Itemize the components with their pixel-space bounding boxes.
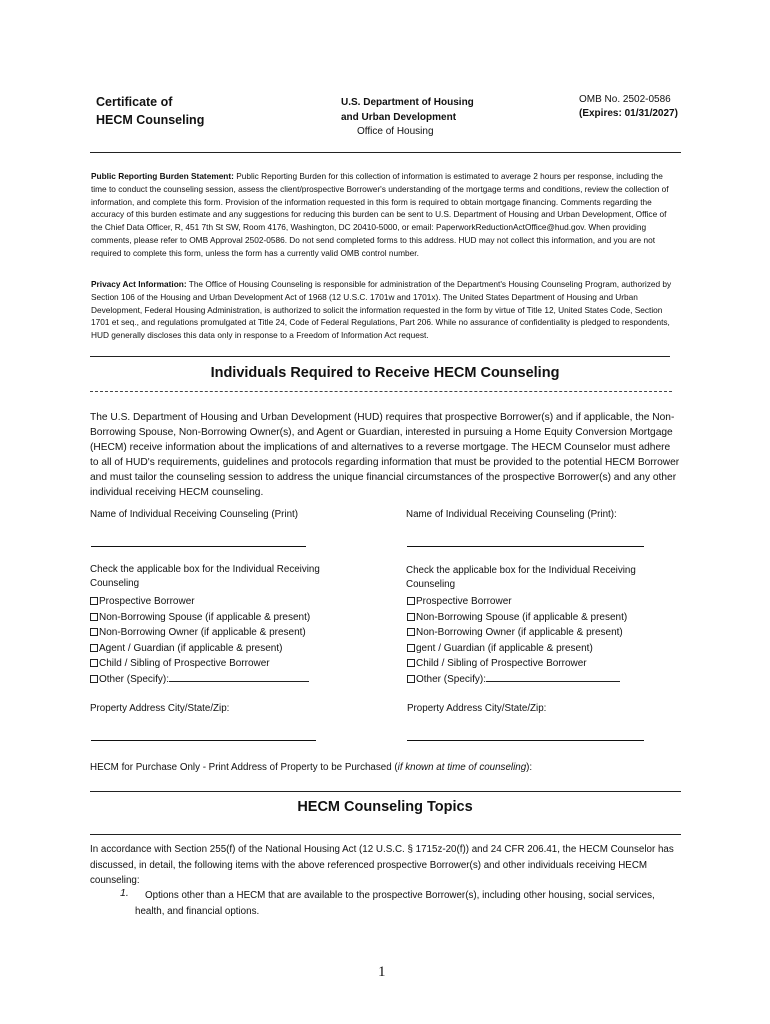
purchase-label-text: HECM for Purchase Only - Print Address of Property to be Purchased (	[90, 762, 398, 773]
left-option-other[interactable]	[90, 672, 310, 688]
office-line: Office of Housing	[357, 126, 434, 137]
checkbox[interactable]	[90, 644, 98, 652]
option-label: Prospective Borrower	[99, 596, 195, 607]
option-label: Other (Specify):	[416, 673, 487, 685]
checkbox[interactable]	[90, 597, 98, 605]
privacy-statement	[91, 278, 678, 342]
omb-number: OMB No. 2502-0586	[579, 94, 671, 105]
option-label: Prospective Borrower	[416, 596, 512, 607]
topic-text-line1: Options other than a HECM that are available to the prospective Borrower(s), including other housing, social services,	[145, 890, 655, 901]
left-check-label: Check the applicable box for the Individual Receiving Counseling	[90, 564, 320, 589]
department-line2: and Urban Development	[341, 111, 457, 123]
right-option-child-sibling[interactable]	[407, 656, 627, 672]
topic-number: 1.	[120, 887, 129, 899]
option-label: Non-Borrowing Spouse (if applicable & present)	[416, 611, 628, 623]
checkbox[interactable]	[407, 613, 415, 621]
other-specify-field[interactable]	[169, 672, 309, 682]
left-option-agent-guardian[interactable]	[90, 641, 310, 657]
left-option-prospective-borrower[interactable]	[90, 594, 310, 610]
right-option-other[interactable]	[407, 672, 627, 688]
left-option-child-sibling[interactable]	[90, 656, 310, 672]
purchase-address-label	[90, 762, 532, 773]
section-heading-topics: HECM Counseling Topics	[297, 799, 473, 815]
page-number: 1	[378, 964, 386, 980]
other-specify-field[interactable]	[486, 672, 620, 682]
topic-text-line2: health, and financial options.	[135, 905, 260, 917]
certificate-title-line2: HECM Counseling	[96, 113, 205, 127]
checkbox[interactable]	[407, 628, 415, 636]
right-option-non-borrowing-owner[interactable]	[407, 625, 627, 641]
right-option-non-borrowing-spouse[interactable]	[407, 610, 627, 626]
option-label: Agent / Guardian (if applicable & present)	[99, 642, 283, 654]
heading-underline	[90, 391, 672, 394]
purchase-label-end: ):	[526, 762, 533, 773]
section-heading-individuals: Individuals Required to Receive HECM Counseling	[210, 365, 560, 381]
burden-label: Public Reporting Burden Statement:	[91, 171, 234, 181]
right-option-agent-guardian[interactable]	[407, 641, 627, 657]
checkbox[interactable]	[90, 628, 98, 636]
option-label: Non-Borrowing Owner (if applicable & present)	[99, 627, 306, 638]
checkbox[interactable]	[90, 659, 98, 667]
right-checklist	[407, 594, 627, 687]
option-label: gent / Guardian (if applicable & present)	[416, 642, 593, 654]
option-label: Other (Specify):	[99, 673, 170, 685]
left-name-field[interactable]	[91, 546, 306, 547]
privacy-text: The Office of Housing Counseling is responsible for administration of the Department's Housing Counseling Program, authorized by Section 106 of the Housing and Urban Development Act of 1968 (12 U.S.C. 1701w and 1701x). The United States Department of Housing and Urban Development, Federal Housing Administration, is authorized to solicit the information requested in the form by virtue of Title 12, United States Code, Section 1701 et seq., and regulations promulgated at Title 24, Code of Federal Regulations, Part 206. While no assurance of confidentiality is pledged to respondents, HUD generally discloses this data only in response to a Freedom of Information Act request.	[91, 279, 672, 341]
topics-intro: In accordance with Section 255(f) of the National Housing Act (12 U.S.C. § 1715z-20(f)) and 24 CFR 206.41, the HECM Counselor has discussed, in detail, the following items with the above referenced prospective Borrower(s) and other individuals receiving HECM counseling:	[90, 844, 674, 886]
right-address-field[interactable]	[407, 740, 644, 741]
left-address-label: Property Address City/State/Zip:	[90, 703, 230, 714]
option-label: Non-Borrowing Owner (if applicable & present)	[416, 627, 623, 638]
certificate-title-line1: Certificate of	[96, 95, 173, 109]
purchase-label-italic: if known at time of counseling	[397, 762, 527, 773]
right-check-label: Check the applicable box for the Individual Receiving Counseling	[406, 565, 636, 590]
privacy-label: Privacy Act Information:	[91, 279, 187, 289]
left-option-non-borrowing-spouse[interactable]	[90, 610, 310, 626]
left-name-label: Name of Individual Receiving Counseling (Print)	[90, 509, 299, 520]
privacy-divider	[90, 356, 670, 357]
checkbox[interactable]	[407, 659, 415, 667]
checkbox[interactable]	[407, 644, 415, 652]
left-option-non-borrowing-owner[interactable]	[90, 625, 310, 641]
right-name-label: Name of Individual Receiving Counseling (Print):	[406, 509, 617, 520]
header-divider	[90, 152, 681, 153]
checkbox[interactable]	[90, 675, 98, 683]
right-name-field[interactable]	[407, 546, 644, 547]
omb-block	[579, 93, 678, 121]
burden-statement	[91, 170, 678, 260]
option-label: Child / Sibling of Prospective Borrower	[416, 658, 587, 669]
checkbox[interactable]	[407, 675, 415, 683]
section-intro: The U.S. Department of Housing and Urban Development (HUD) requires that prospective Borrower(s) and if applicable, the Non-Borrowing Spouse, Non-Borrowing Owner(s), and Agent or Guardian, interested in pursuing a Home Equity Conversion Mortgage (HECM) receive information about the implications of and alternatives to a reverse mortgage. The HECM Counselor must adhere to all of HUD's requirements, guidelines and protocols regarding information that must be provided to the potential HECM Borrower and must tailor the counseling session to address the unique financial circumstances of the prospective Borrower(s) and any other individual receiving HECM counseling.	[90, 412, 680, 498]
checkbox[interactable]	[90, 613, 98, 621]
topic-text	[135, 888, 693, 919]
left-checklist	[90, 594, 310, 687]
right-address-label: Property Address City/State/Zip:	[407, 703, 547, 714]
option-label: Child / Sibling of Prospective Borrower	[99, 658, 270, 669]
burden-text: Public Reporting Burden for this collection of information is estimated to average 2 hours per response, including the time to conduct the counseling session, assess the client/prospective Borrower's understanding of the mortgage terms and conditions, review the collection of information, and complete this form. Provision of the information requested in this form is required to obtain mortgage financing. Comments regarding the accuracy of this burden estimate and any suggestions for reducing this burden can be sent to U.S. Department of Housing and Urban Development, Office of the Chief Data Officer, R, 451 7th St SW, Room 4176, Washington, DC 20410-5000, or email: PaperworkReductionActOffice@hud.gov. When providing comments, please refer to OMB Approval 2502-0586. Do not send completed forms to this address. HUD may not collect this information, and you are not required to complete this form, unless the form has a currently valid OMB control number.	[91, 171, 669, 258]
topics-top-divider	[90, 791, 681, 792]
option-label: Non-Borrowing Spouse (if applicable & present)	[99, 611, 311, 623]
omb-expiration: (Expires: 01/31/2027)	[579, 108, 678, 119]
department-line1: U.S. Department of Housing	[341, 97, 474, 108]
topics-bottom-divider	[90, 834, 681, 835]
checkbox[interactable]	[407, 597, 415, 605]
left-address-field[interactable]	[91, 740, 316, 741]
right-option-prospective-borrower[interactable]	[407, 594, 627, 610]
certificate-title	[96, 93, 204, 129]
department-block	[341, 96, 474, 140]
